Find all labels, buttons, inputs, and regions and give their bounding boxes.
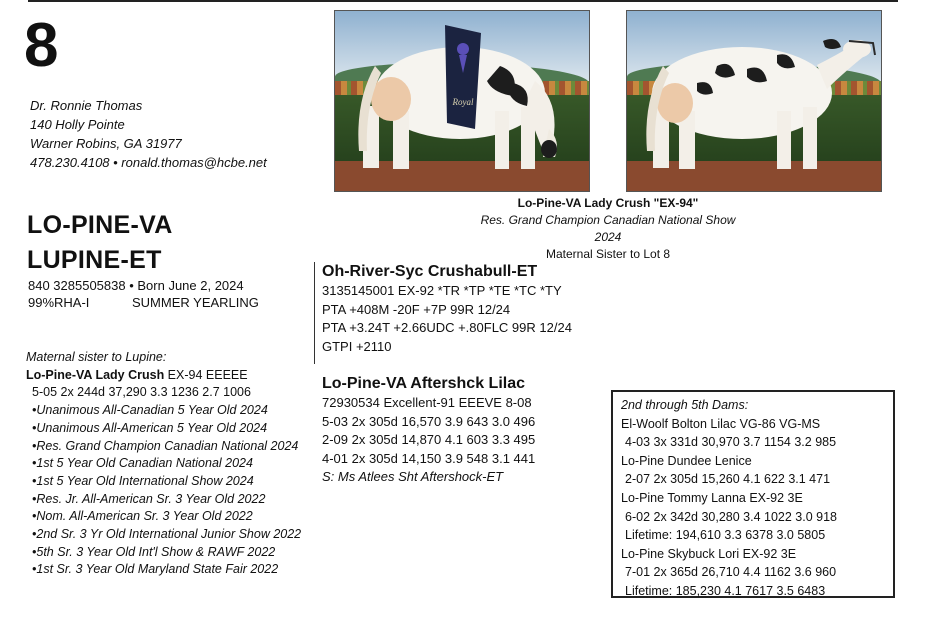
dams-line: 7-01 2x 365d 26,710 4.4 1162 3.6 960	[625, 565, 837, 580]
dam-line: 4-01 2x 305d 14,150 3.9 548 3.1 441	[322, 450, 536, 466]
top-rule	[28, 0, 898, 2]
sister-record: 5-05 2x 244d 37,290 3.3 1236 2.7 1006	[32, 385, 251, 400]
rha-value: 99%RHA-I	[28, 295, 90, 310]
banner-text: Royal	[452, 97, 474, 107]
caption-name: Lo-Pine-VA Lady Crush "EX-94"	[517, 196, 699, 210]
age-class: SUMMER YEARLING	[132, 295, 259, 310]
dams-heading: 2nd through 5th Dams:	[621, 398, 749, 412]
pedigree-divider	[314, 262, 315, 364]
sire-name: Oh-River-Syc Crushabull-ET	[322, 263, 538, 280]
dams-line: 2-07 2x 305d 15,260 4.1 622 3.1 471	[625, 472, 831, 487]
dam-sire-line: S: Ms Atlees Sht Aftershock-ET	[322, 469, 504, 484]
registration-line: 840 3285505838 • Born June 2, 2024	[28, 278, 244, 293]
sister-award: •Res. Jr. All-American Sr. 3 Year Old 2022	[32, 491, 266, 506]
sire-line: GTPI +2110	[322, 338, 392, 354]
cow-photo-left	[334, 10, 590, 192]
sister-award: •Unanimous All-Canadian 5 Year Old 2024	[32, 403, 268, 418]
sire-line: PTA +3.24T +2.66UDC +.80FLC 99R 12/24	[322, 320, 572, 335]
sister-name: Lo-Pine-VA Lady Crush	[26, 367, 165, 382]
dam-line: 5-03 2x 305d 16,570 3.9 643 3.0 496	[322, 413, 536, 429]
dam-block	[322, 374, 535, 487]
registration-block	[28, 277, 259, 311]
owner-city: Warner Robins, GA 31977	[30, 136, 182, 151]
extended-dams-box	[611, 390, 895, 598]
dams-line: Lo-Pine Dundee Lenice	[621, 453, 752, 468]
cow-illustration-left	[335, 11, 589, 191]
dams-line: El-Woolf Bolton Lilac VG-86 VG-MS	[621, 416, 821, 431]
owner-name: Dr. Ronnie Thomas	[30, 98, 143, 113]
animal-name	[27, 208, 173, 278]
cow-illustration-right	[627, 11, 881, 191]
sister-award: •5th Sr. 3 Year Old Int'l Show & RAWF 2022	[32, 544, 276, 559]
sister-award: •Res. Grand Champion Canadian National 2024	[32, 438, 299, 453]
dams-line: Lifetime: 185,230 4.1 7617 3.5 6483	[625, 583, 826, 598]
dams-line: 4-03 3x 331d 30,970 3.7 1154 3.2 985	[625, 435, 837, 450]
sister-heading: Maternal sister to Lupine:	[26, 350, 167, 364]
dams-line: Lo-Pine Tommy Lanna EX-92 3E	[621, 490, 803, 505]
dam-line: 2-09 2x 305d 14,870 4.1 603 3.3 495	[322, 432, 536, 447]
sire-line: PTA +408M -20F +7P 99R 12/24	[322, 301, 511, 317]
lot-number: 8	[24, 11, 57, 80]
sister-award: •1st 5 Year Old International Show 2024	[32, 473, 254, 488]
animal-name-line1: LO-PINE-VA	[27, 211, 173, 239]
owner-block	[30, 96, 267, 172]
caption-note: Maternal Sister to Lot 8	[545, 247, 671, 261]
photo-caption	[468, 195, 748, 263]
dam-line: 72930534 Excellent-91 EEEVE 8-08	[322, 395, 532, 410]
sister-award: •2nd Sr. 3 Yr Old International Junior Show 2022	[32, 527, 302, 542]
sire-line: 3135145001 EX-92 *TR *TP *TE *TC *TY	[322, 283, 562, 298]
owner-street: 140 Holly Pointe	[30, 117, 125, 132]
cow-photo-right	[626, 10, 882, 192]
sister-award: •Nom. All-American Sr. 3 Year Old 2022	[32, 509, 253, 524]
animal-name-line2: LUPINE-ET	[27, 246, 162, 274]
dams-line: Lo-Pine Skybuck Lori EX-92 3E	[621, 546, 797, 561]
dams-line: Lifetime: 194,610 3.3 6378 3.0 5805	[625, 528, 826, 543]
sister-award: •1st Sr. 3 Year Old Maryland State Fair 2022	[32, 562, 279, 577]
maternal-sister-block	[26, 349, 301, 579]
dam-name: Lo-Pine-VA Aftershck Lilac	[322, 375, 525, 392]
sister-score: EX-94 EEEEE	[164, 367, 248, 382]
sister-award: •1st 5 Year Old Canadian National 2024	[32, 456, 253, 471]
sire-block	[322, 262, 572, 356]
caption-award: Res. Grand Champion Canadian National Show 2024	[480, 213, 736, 244]
sister-award: •Unanimous All-American 5 Year Old 2024	[32, 420, 268, 435]
owner-contact: 478.230.4108 • ronald.thomas@hcbe.net	[30, 155, 267, 170]
dams-line: 6-02 2x 342d 30,280 3.4 1022 3.0 918	[625, 509, 837, 524]
